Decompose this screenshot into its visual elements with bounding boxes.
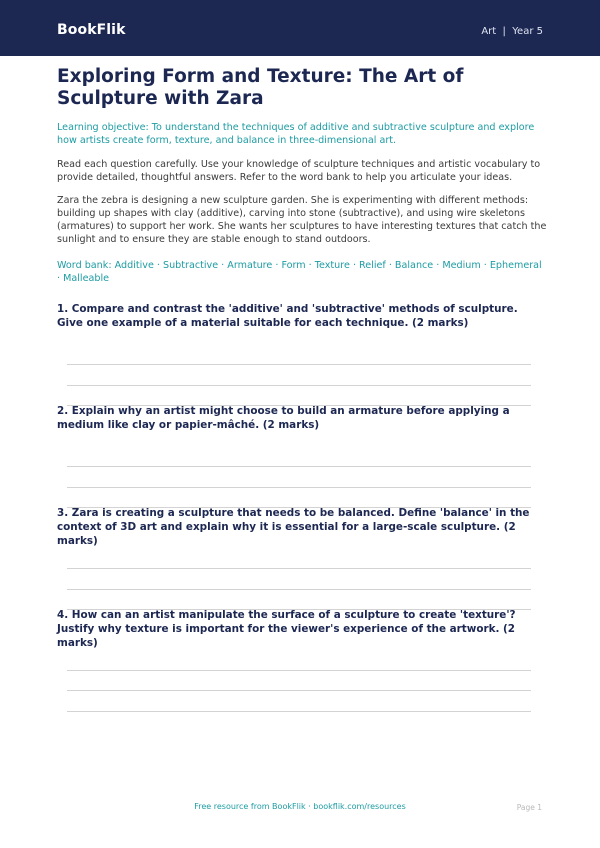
answer-line[interactable]: [67, 711, 531, 712]
answer-line[interactable]: [67, 690, 531, 691]
word-bank: Word bank: Additive · Subtractive · Armature · Form · Texture · Relief · Balance · Medium · Ephemeral · Malleable: [57, 260, 542, 284]
worksheet-title: Exploring Form and Texture: The Art of Sculpture with Zara: [57, 66, 464, 109]
instructions-paragraph: Read each question carefully. Use your knowledge of sculpture techniques and artistic vocabulary to provide detailed, thoughtful answers. Refer to the word bank to help you articulate your ideas.: [57, 159, 541, 183]
question-1: 1. Compare and contrast the 'additive' and 'subtractive' methods of sculpture. Give one example of a material suitable for each technique. (2 marks): [57, 303, 518, 329]
footer-credit: Free resource from BookFlik · bookflik.com/resources: [194, 802, 406, 811]
question-4: 4. How can an artist manipulate the surface of a sculpture to create 'texture'? Justify why texture is important for the viewer's experience of the artwork. (2 marks): [57, 609, 516, 649]
answer-line[interactable]: [67, 466, 531, 467]
answer-line[interactable]: [67, 487, 531, 488]
page-header: [0, 0, 600, 56]
subject-label: Art: [481, 26, 497, 37]
answer-line[interactable]: [67, 364, 531, 365]
question-3: 3. Zara is creating a sculpture that needs to be balanced. Define 'balance' in the context of 3D art and explain why it is essential for a large-scale sculpture. (2 marks): [57, 507, 530, 547]
learning-objective: Learning objective: To understand the techniques of additive and subtractive sculpture and explore how artists create form, texture, and balance in three-dimensional art.: [57, 122, 535, 146]
subject-year-label: [481, 26, 543, 37]
header-separator: |: [502, 26, 506, 37]
question-2: 2. Explain why an artist might choose to build an armature before applying a medium like clay or papier-mâché. (2 marks): [57, 405, 510, 431]
year-label: Year 5: [512, 26, 543, 37]
brand-logo-text: BookFlik: [57, 22, 126, 38]
answer-line[interactable]: [67, 568, 531, 569]
answer-line[interactable]: [67, 589, 531, 590]
scenario-paragraph: Zara the zebra is designing a new sculpture garden. She is experimenting with different methods: building up shapes with clay (additive), carving into stone (subtractive), and using wire skeletons (armatures) to support her work. She wants her sculptures to have interesting textures that catch the sunlight and to ensure they are stable enough to stand outdoors.: [57, 195, 547, 245]
page-number: Page 1: [516, 803, 542, 812]
answer-line[interactable]: [67, 670, 531, 671]
answer-line[interactable]: [67, 385, 531, 386]
